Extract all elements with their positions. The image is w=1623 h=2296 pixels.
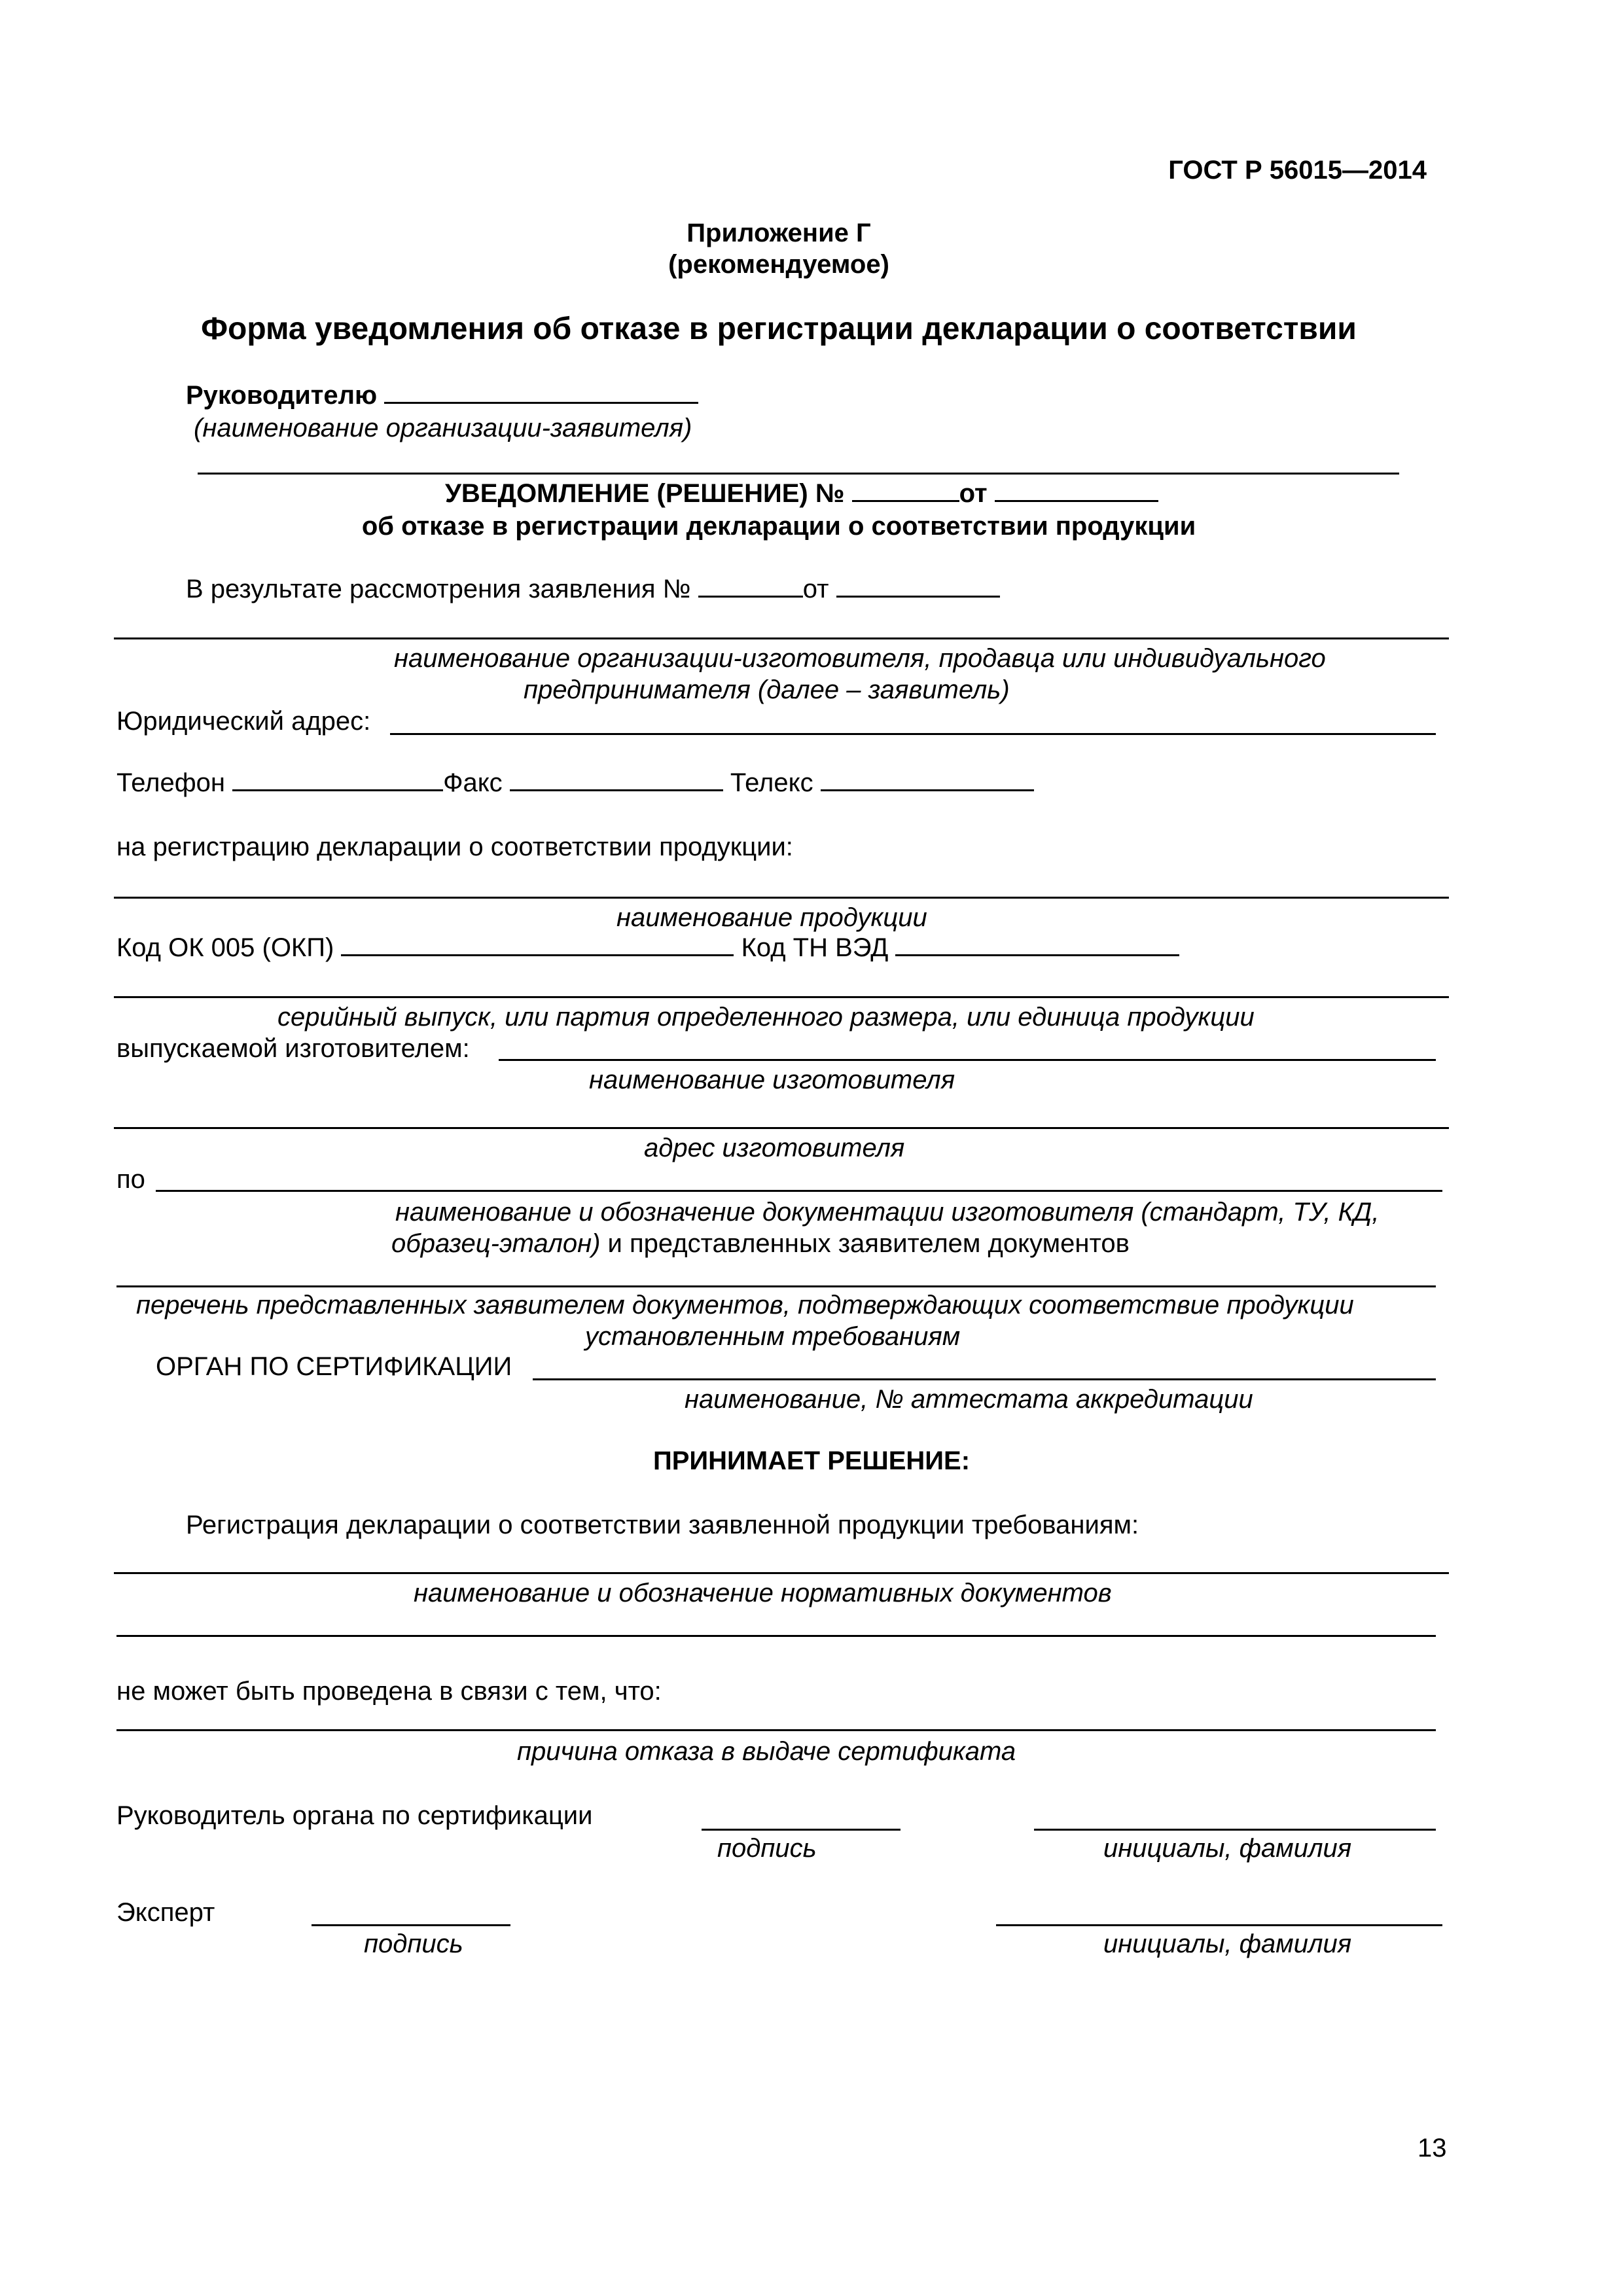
- divider-line: [198, 473, 1399, 475]
- okp-field[interactable]: [341, 933, 734, 956]
- standard-number: ГОСТ Р 56015—2014: [1168, 156, 1427, 185]
- expert-name-field[interactable]: [996, 1924, 1442, 1926]
- reason-caption: причина отказа в выдаче сертификата: [517, 1737, 1016, 1766]
- batch-caption: серийный выпуск, или партия определенного размера, или единица продукции: [277, 1003, 1255, 1031]
- phone-field[interactable]: [232, 768, 443, 791]
- decision-heading: ПРИНИМАЕТ РЕШЕНИЕ:: [652, 1446, 971, 1475]
- head-label: Руководитель органа по сертификации: [116, 1801, 593, 1830]
- manufacturer-caption: наименование изготовителя: [589, 1066, 955, 1094]
- legal-address-label: Юридический адрес:: [116, 707, 371, 736]
- normative-docs-line-2[interactable]: [116, 1635, 1436, 1637]
- per-label: по: [116, 1165, 145, 1194]
- normative-docs-line[interactable]: [114, 1572, 1449, 1574]
- application-date-field[interactable]: [836, 575, 1000, 598]
- product-line[interactable]: [114, 897, 1449, 899]
- normative-docs-caption: наименование и обозначение нормативных документов: [414, 1579, 1112, 1607]
- manufacturer-field[interactable]: [499, 1059, 1436, 1061]
- notice-number-field[interactable]: [852, 479, 959, 502]
- manufacturer-address-caption: адрес изготовителя: [644, 1134, 905, 1162]
- applicant-caption-1: наименование организации-изготовителя, продавца или индивидуального: [394, 644, 1326, 673]
- documents-list-line[interactable]: [116, 1285, 1436, 1287]
- addressee-label: Руководителю: [186, 380, 698, 411]
- notice-date-field[interactable]: [995, 479, 1158, 502]
- appendix-status: (рекомендуемое): [668, 250, 889, 279]
- product-caption: наименование продукции: [616, 903, 927, 932]
- head-name-caption: инициалы, фамилия: [1103, 1834, 1352, 1863]
- head-name-field[interactable]: [1034, 1829, 1436, 1831]
- application-line: В результате рассмотрения заявления № от: [186, 573, 1000, 605]
- head-signature-field[interactable]: [702, 1829, 901, 1831]
- batch-line[interactable]: [114, 996, 1449, 998]
- cannot-text: не может быть проведена в связи с тем, что:: [116, 1677, 662, 1706]
- registration-label: на регистрацию декларации о соответствии продукции:: [116, 833, 793, 861]
- application-number-field[interactable]: [698, 575, 803, 598]
- expert-signature-field[interactable]: [312, 1924, 510, 1926]
- tnved-field[interactable]: [895, 933, 1179, 956]
- expert-signature-caption: подпись: [364, 1929, 463, 1958]
- expert-label: Эксперт: [116, 1898, 215, 1927]
- notice-subtitle: об отказе в регистрации декларации о соответствии продукции: [361, 512, 1196, 541]
- fax-field[interactable]: [510, 768, 723, 791]
- documentation-field[interactable]: [156, 1190, 1442, 1192]
- cert-body-field[interactable]: [533, 1378, 1436, 1380]
- registration-text: Регистрация декларации о соответствии заявленной продукции требованиям:: [186, 1511, 1139, 1539]
- legal-address-field[interactable]: [390, 733, 1436, 735]
- applicant-caption-2: предпринимателя (далее – заявитель): [524, 675, 1010, 704]
- codes-line: Код ОК 005 (ОКП) Код ТН ВЭД: [116, 932, 1179, 963]
- head-signature-caption: подпись: [717, 1834, 817, 1863]
- applicant-line[interactable]: [114, 637, 1449, 639]
- cert-body-label: ОРГАН ПО СЕРТИФИКАЦИИ: [156, 1352, 512, 1381]
- manufacturer-address-line[interactable]: [114, 1127, 1449, 1129]
- documents-list-caption-1: перечень представленных заявителем документов, подтверждающих соответствие продукции: [136, 1291, 1354, 1319]
- cert-body-caption: наименование, № аттестата аккредитации: [685, 1385, 1253, 1414]
- telex-field[interactable]: [821, 768, 1034, 791]
- documentation-caption-2: образец-эталон) и представленных заявителем документов: [391, 1229, 1130, 1258]
- documentation-caption-1: наименование и обозначение документации изготовителя (стандарт, ТУ, КД,: [395, 1198, 1380, 1227]
- contacts-line: Телефон Факс Телекс: [116, 767, 1034, 798]
- reason-line[interactable]: [116, 1729, 1436, 1731]
- page-number: 13: [1418, 2134, 1447, 2162]
- appendix-title: Приложение Г: [687, 219, 871, 247]
- produced-by-label: выпускаемой изготовителем:: [116, 1034, 470, 1063]
- notice-title: УВЕДОМЛЕНИЕ (РЕШЕНИЕ) № от: [445, 478, 1158, 509]
- addressee-field[interactable]: [384, 381, 698, 404]
- form-title: Форма уведомления об отказе в регистрации декларации о соответствии: [201, 312, 1357, 346]
- addressee-caption: (наименование организации-заявителя): [194, 414, 692, 442]
- documents-list-caption-2: установленным требованиям: [585, 1322, 961, 1351]
- expert-name-caption: инициалы, фамилия: [1103, 1929, 1352, 1958]
